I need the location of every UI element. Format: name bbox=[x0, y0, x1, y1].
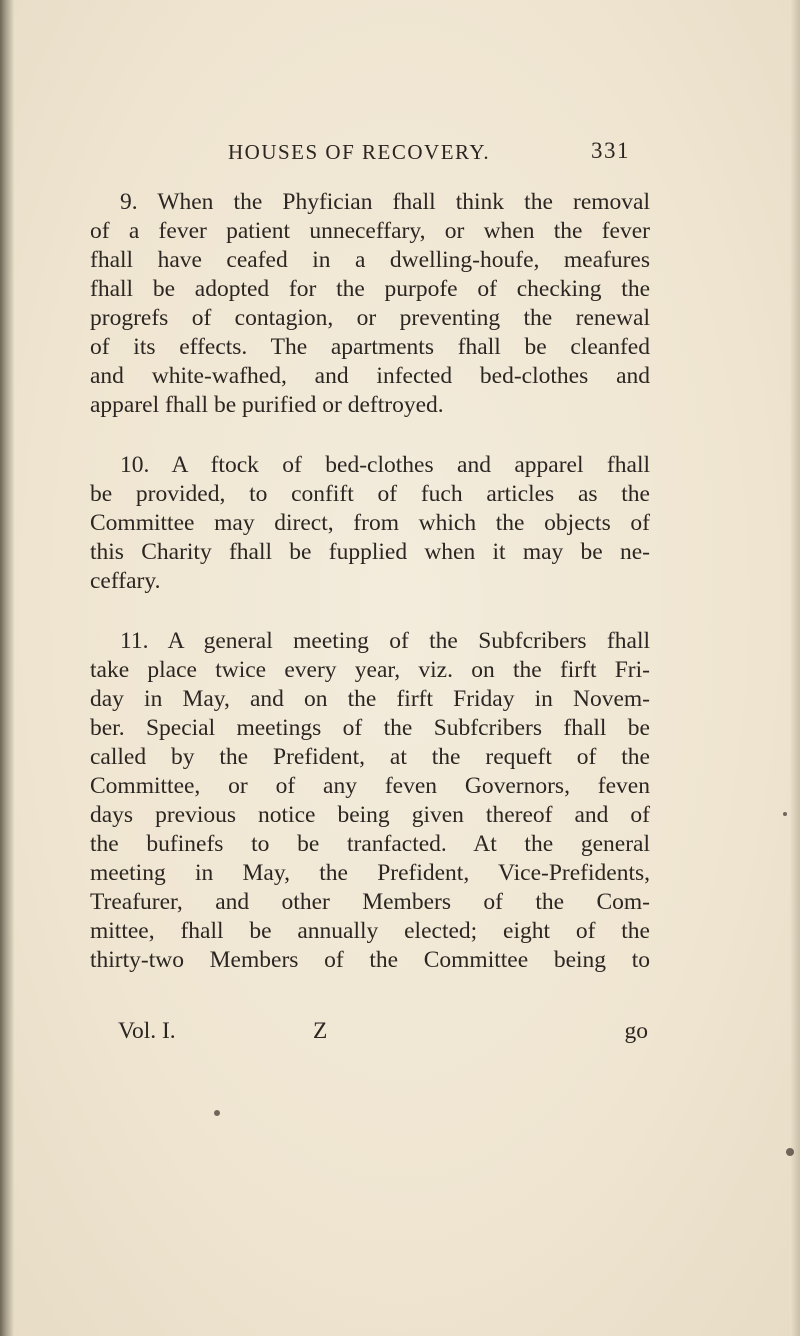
running-title: HOUSES OF RECOVERY. bbox=[228, 140, 491, 164]
text-line: be provided, to confift of fuch articles as the bbox=[90, 481, 650, 507]
text-line: ber. Special meetings of the Subfcribers fhall be bbox=[90, 715, 650, 741]
text-line: fhall be adopted for the purpofe of checking the bbox=[90, 276, 650, 302]
text-line: 9. When the Phyfician fhall think the removal bbox=[120, 189, 650, 215]
text-line: of a fever patient unneceffary, or when the fever bbox=[90, 218, 650, 244]
paragraph-9 bbox=[90, 188, 650, 420]
page-edge-right bbox=[790, 0, 800, 1336]
text-line: day in May, and on the firft Friday in Novem- bbox=[90, 686, 650, 712]
text-line: Committee, or of any feven Governors, feven bbox=[90, 773, 650, 799]
text-line: called by the Prefident, at the requeft of the bbox=[90, 744, 650, 770]
text-line: Committee may direct, from which the objects of bbox=[90, 510, 650, 536]
text-line: fhall have ceafed in a dwelling-houfe, meafures bbox=[90, 247, 650, 273]
text-line: thirty-two Members of the Committee being to bbox=[90, 947, 650, 973]
text-line: ceffary. bbox=[90, 568, 161, 594]
volume-mark: Vol. I. bbox=[118, 1018, 176, 1044]
text-line: take place twice every year, viz. on the firft Fri- bbox=[90, 657, 650, 683]
ink-speck bbox=[214, 1110, 220, 1116]
binding-shadow-left bbox=[0, 0, 14, 1336]
text-line: meeting in May, the Prefident, Vice-Prefidents, bbox=[90, 860, 650, 886]
paragraph-gap bbox=[90, 420, 650, 451]
text-line: the bufinefs to be tranfacted. At the general bbox=[90, 831, 650, 857]
text-line: Treafurer, and other Members of the Com- bbox=[90, 889, 650, 915]
paragraph-gap bbox=[90, 596, 650, 627]
text-line: and white-wafhed, and infected bed-clothes and bbox=[90, 363, 650, 389]
text-line: this Charity fhall be fupplied when it may be ne- bbox=[90, 539, 650, 565]
signature-mark: Z bbox=[313, 1018, 328, 1044]
text-line: 10. A ftock of bed-clothes and apparel fhall bbox=[120, 452, 650, 478]
ink-speck bbox=[786, 1148, 794, 1156]
catchword: go bbox=[624, 1018, 648, 1044]
ink-speck bbox=[783, 812, 787, 816]
paragraph-10 bbox=[90, 451, 650, 596]
text-line: apparel fhall be purified or deftroyed. bbox=[90, 392, 444, 418]
text-line: days previous notice being given thereof and of bbox=[90, 802, 650, 828]
paragraph-11 bbox=[90, 627, 650, 975]
text-line: of its effects. The apartments fhall be cleanfed bbox=[90, 334, 650, 360]
text-line: progrefs of contagion, or preventing the renewal bbox=[90, 305, 650, 331]
text-line: mittee, fhall be annually elected; eight of the bbox=[90, 918, 650, 944]
page-number: 331 bbox=[591, 138, 630, 163]
body-text bbox=[90, 188, 650, 975]
text-line: 11. A general meeting of the Subfcribers fhall bbox=[120, 628, 650, 654]
page-footer bbox=[118, 1018, 648, 1048]
